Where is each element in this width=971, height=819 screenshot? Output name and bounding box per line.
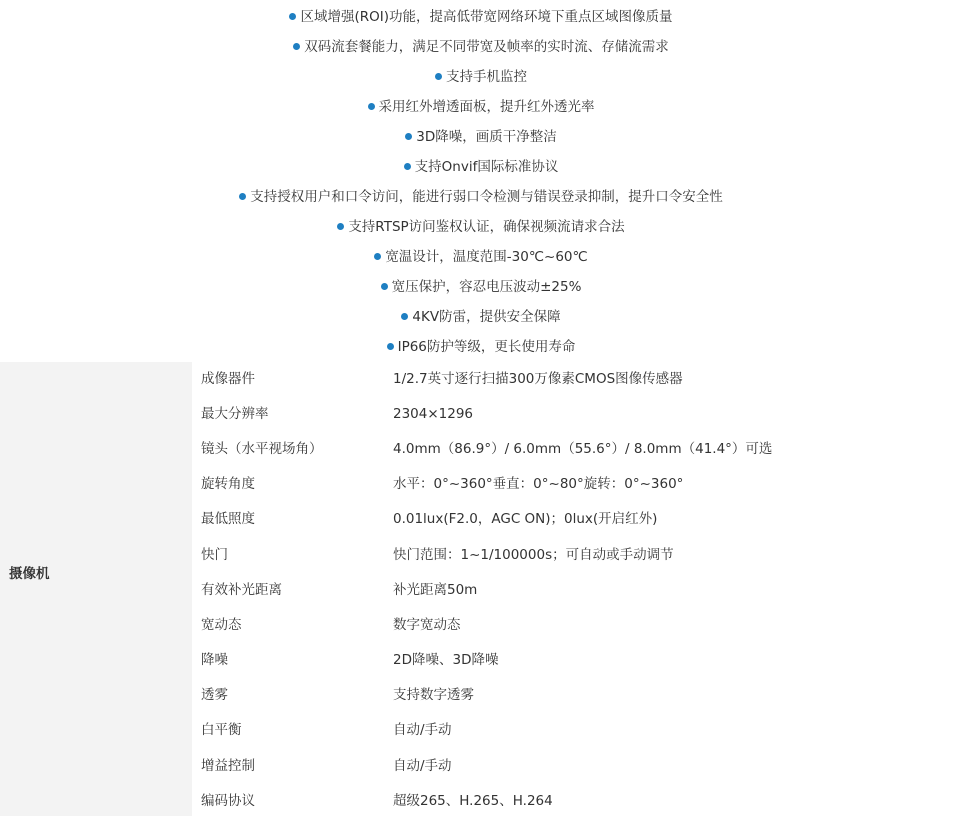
feature-text: 区域增强(ROI)功能，提高低带宽网络环境下重点区域图像质量 — [300, 9, 673, 25]
feature-text: 双码流套餐能力，满足不同带宽及帧率的实时流、存储流需求 — [304, 39, 669, 55]
feature-text: IP66防护等级，更长使用寿命 — [397, 339, 576, 355]
spec-value: 2304×1296 — [393, 406, 474, 422]
bullet-dot-icon — [381, 283, 388, 290]
spec-key: 编码协议 — [201, 793, 255, 809]
feature-item — [0, 157, 962, 177]
spec-key: 镜头（水平视场角） — [201, 441, 323, 457]
spec-value: 补光距离50m — [393, 582, 478, 598]
spec-key: 宽动态 — [201, 617, 242, 633]
spec-value: 4.0mm（86.9°）/ 6.0mm（55.6°）/ 8.0mm（41.4°）可选 — [393, 441, 773, 457]
feature-item — [0, 37, 962, 57]
spec-value: 0.01lux(F2.0，AGC ON)；0lux(开启红外) — [393, 511, 658, 527]
spec-value: 水平：0°~360°垂直：0°~80°旋转：0°~360° — [393, 476, 684, 492]
spec-key: 降噪 — [201, 652, 228, 668]
feature-item — [0, 187, 962, 207]
feature-item — [0, 217, 962, 237]
bullet-dot-icon — [293, 43, 300, 50]
feature-text: 支持手机监控 — [446, 69, 527, 85]
bullet-dot-icon — [368, 103, 375, 110]
bullet-dot-icon — [337, 223, 344, 230]
feature-text: 宽压保护，容忍电压波动±25% — [391, 279, 582, 295]
spec-value: 1/2.7英寸逐行扫描300万像素CMOS图像传感器 — [393, 371, 683, 387]
table-row — [192, 608, 971, 643]
feature-item — [0, 277, 962, 297]
table-row — [192, 713, 971, 748]
feature-text: 3D降噪，画质干净整洁 — [416, 129, 557, 145]
feature-item — [0, 307, 962, 327]
spec-key: 增益控制 — [201, 758, 255, 774]
table-row — [192, 749, 971, 784]
table-row — [192, 678, 971, 713]
spec-key: 白平衡 — [201, 722, 242, 738]
spec-key: 成像器件 — [201, 371, 255, 387]
spec-value: 支持数字透雾 — [393, 687, 474, 703]
table-row — [192, 643, 971, 678]
spec-key: 有效补光距离 — [201, 582, 282, 598]
table-row — [192, 784, 971, 819]
spec-value: 自动/手动 — [393, 758, 452, 774]
feature-text: 支持授权用户和口令访问，能进行弱口令检测与错误登录抑制，提升口令安全性 — [250, 189, 723, 205]
spec-key: 最低照度 — [201, 511, 255, 527]
bullet-dot-icon — [401, 313, 408, 320]
spec-key: 旋转角度 — [201, 476, 255, 492]
feature-item — [0, 97, 962, 117]
spec-category-label: 摄像机 — [9, 566, 50, 582]
feature-text: 采用红外增透面板，提升红外透光率 — [378, 99, 595, 115]
bullet-dot-icon — [435, 73, 442, 80]
table-row — [192, 573, 971, 608]
spec-key: 最大分辨率 — [201, 406, 269, 422]
table-row — [192, 502, 971, 537]
spec-table — [0, 362, 971, 816]
table-row — [192, 397, 971, 432]
bullet-dot-icon — [374, 253, 381, 260]
feature-item — [0, 67, 962, 87]
spec-key: 快门 — [201, 547, 228, 563]
feature-list — [0, 0, 971, 362]
feature-item — [0, 7, 962, 27]
table-row — [192, 362, 971, 397]
feature-item — [0, 337, 962, 357]
spec-category-cell — [0, 362, 192, 816]
feature-text: 宽温设计，温度范围-30℃~60℃ — [385, 249, 588, 265]
feature-text: 支持RTSP访问鉴权认证，确保视频流请求合法 — [348, 219, 625, 235]
spec-key: 透雾 — [201, 687, 228, 703]
feature-item — [0, 247, 962, 267]
spec-value: 数字宽动态 — [393, 617, 461, 633]
feature-text: 支持Onvif国际标准协议 — [414, 159, 559, 175]
table-row — [192, 432, 971, 467]
spec-value: 超级265、H.265、H.264 — [393, 793, 553, 809]
spec-value: 2D降噪、3D降噪 — [393, 652, 499, 668]
bullet-dot-icon — [239, 193, 246, 200]
spec-value: 自动/手动 — [393, 722, 452, 738]
table-row — [192, 467, 971, 502]
bullet-dot-icon — [387, 343, 394, 350]
bullet-dot-icon — [405, 133, 412, 140]
feature-item — [0, 127, 962, 147]
spec-value: 快门范围：1~1/100000s；可自动或手动调节 — [393, 547, 674, 563]
bullet-dot-icon — [404, 163, 411, 170]
bullet-dot-icon — [289, 13, 296, 20]
table-row — [192, 538, 971, 573]
feature-text: 4KV防雷，提供安全保障 — [412, 309, 561, 325]
